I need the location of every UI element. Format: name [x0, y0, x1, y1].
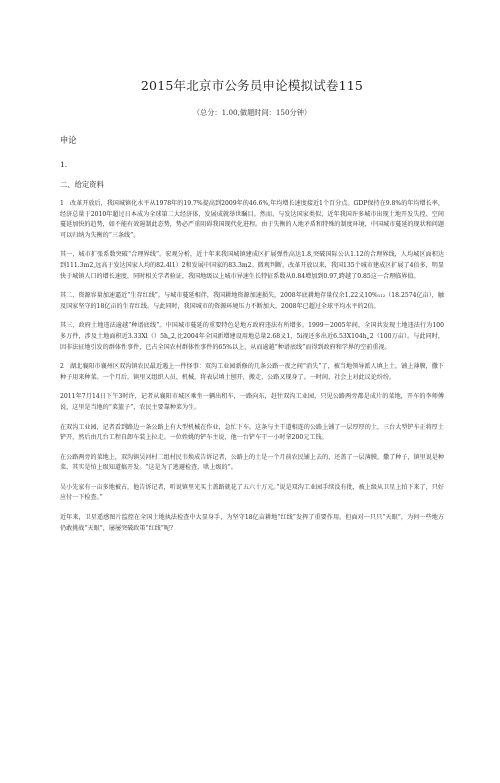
document-title: 2015年北京市公务员申论模拟试卷115 [140, 78, 364, 93]
paragraph-8: 在公路两旁的菜地上，双沟镇吴河村二组村民韦焕成告诉记者，公路上的土是一个月前农民铺上去的，还盖了一层薄膜，撒了种子，镇里说是种菜，其实是怕上级知道搞开发。“这是为了逃避检查，哄上级的”。 [60, 453, 444, 472]
paragraph-7: 在双沟工业园，记者看到路边一条公路上有大型机械在作业，急忙下车。这条与主干道相连的公路上铺了一层厚厚的土，三台大型铲车正将厚土铲开，然后由几台工程自卸车装上拉走。一位姓姚的铲车主说，他一台铲车干一小时拿200元工钱。 [60, 423, 444, 442]
section-heading: 申论 [60, 135, 77, 145]
materials-heading: 二、给定资料 [60, 180, 104, 189]
question-number: 1. [60, 160, 68, 169]
paragraph-4: 其三，政府土地违法逾越“种谱底线”。中国城市蔓延的重要特色是地方政府违法有所增多。1999～2005年间，全国共发现土地违法行为100多万件，涉及土地面积近3.33Xl（）5h„2,比2004年全国新增建设用地总量2.68义1，5i视还多出近6.53X104h„2（100万亩）。与此同时，因非法征地引发的群体性事件，已占全国农村群体性事件的65%以上，从而逾越“种谱底线”而得到政府和学界的空前重视。 [60, 322, 444, 351]
paragraph-3: 其二，资源容量加速逼近“生存红线”。与城市蔓延相伴，我国耕地资源加速损失，2008年底耕地存量仅余1.22义10%₁₁₂（18.2574亿亩），触及国家坚守的18亿亩的生存红线。与此同时，我国城市的资源环境压力不断加大，2008年已超过全球平均水平的2倍。 [60, 292, 444, 310]
document-page [0, 76, 500, 783]
paragraph-9: 吴小先家有一亩多地被占，他告诉记者，听说镇里光买土盖路就花了五六十万元。”说是双沟工业园手续没有批，被上级从卫星上拍下来了，只好应付一下检查。” [60, 483, 444, 502]
paragraph-1: 1 改革开放后，我国城镇化水平从1978年的19.7%提高到2009年的46.6%,年均增长速度接近1个百分点。GDP保持在9.8%的年均增长率，经济总量于2010年超过日本成为全球第二大经济体，发展成就举世瞩目。然而，与发达国家类似，近年我国许多城市出现土地开发失控、空间蔓延加快的趋势，如不能有效遏制此态势，势必严重阻碍我国现代化进程。由于失衡的人地矛盾和特殊的制度环境，中国城市蔓延的现状和问题可以归纳为失衡的“三条线”。 [60, 200, 444, 239]
paragraph-6: 2011年7月14日下午3时许，记者从襄阳市城区乘坐一辆出租车，一路向东，赶往双沟工业园，只见公路两旁都是成片的菜地，开车的李师傅说，这里是当地的“菜篮子”，农民主要靠种菜为生。 [60, 393, 444, 411]
paragraph-10: 近年来，卫星遥感图片监控在全国土地执法检查中大显身手，为坚守18亿亩耕地“红线”发挥了重要作用。但面对一只只“天眼”，为何一些地方仍敢挑战“天眼”，屡屡突破政策“红线”呢？ [60, 514, 444, 532]
exam-meta: （总分：1.00,做题时间：150分钟） [192, 108, 312, 117]
paragraph-2: 其一，城市扩张系数突破“合理界线”。宏观分析，近十年来我国城镇建成区扩展弹性高达1.8,突破国际公认1.12的合理界线，人均城区面积达到111.3m2,远高于发达国家人均的82.4l1）2和发展中国家的83.3m2。微观判断，改革开放以来，我国135个城市建成区扩展了4倍多，明显快于城镇人口的增长速度，同时相关学者验证，我国地级以上城市异速生长特征系数从0.84增加到0.97,跨越了0.85这一合理临界值。 [60, 251, 444, 280]
paragraph-5: 2 湖北襄阳市襄州区双沟镇农民最近遇上一件怪事：双沟工业园新修的几条公路一夜之间“消失”了，被当地领导派人填上土，铺上薄膜，撒下种子用来种菜。一个月后，镇里又组织人员、机械，将表层填土刨开，搬走，公路又现身了。一时间，社会上对此议论纷纷。 [60, 363, 444, 381]
